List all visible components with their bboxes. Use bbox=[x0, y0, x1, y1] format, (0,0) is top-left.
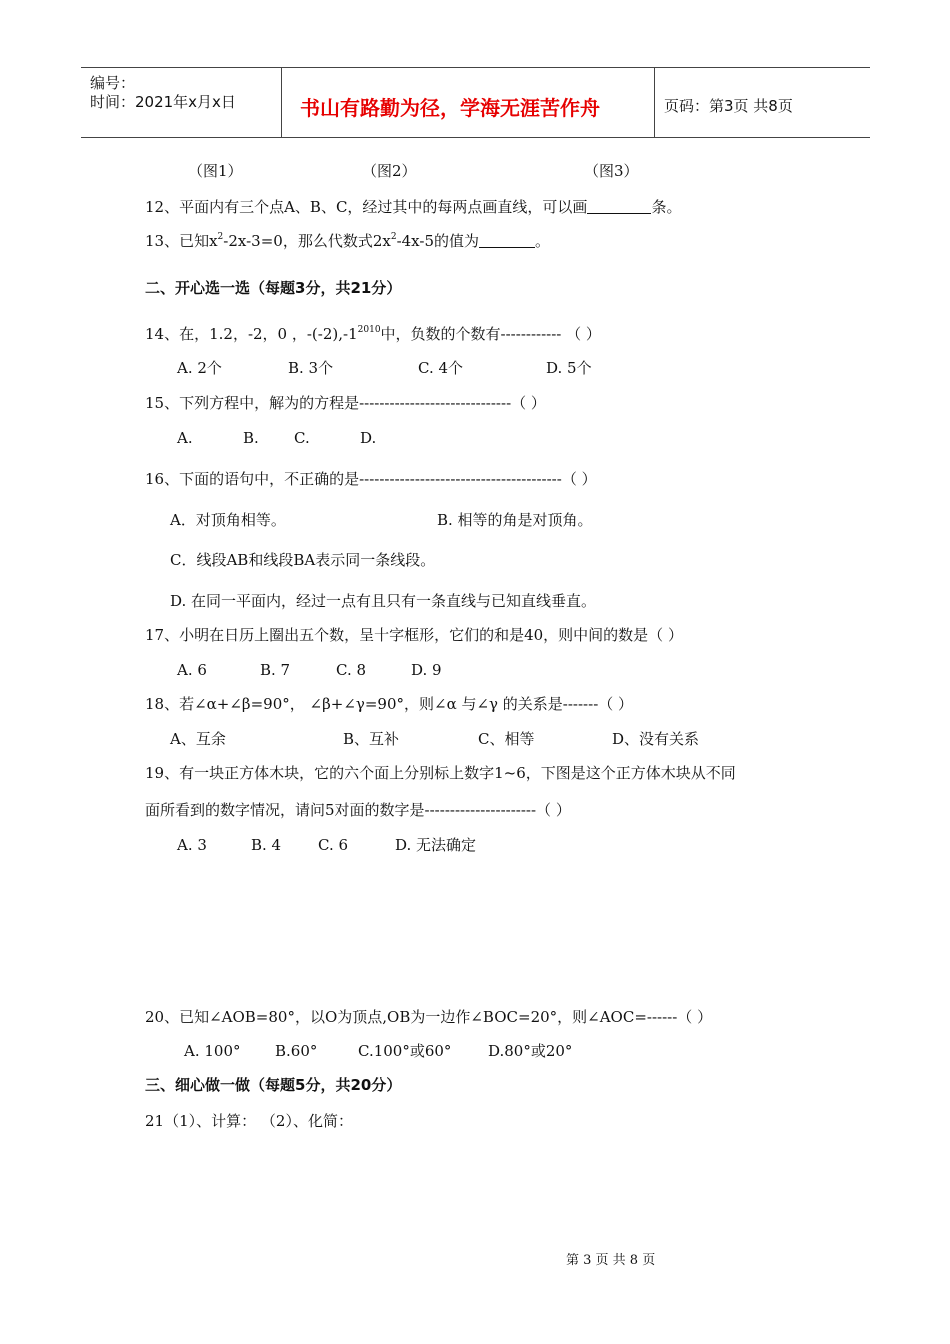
option-b: B. 4 bbox=[251, 836, 282, 854]
question-21: 21（1）、计算： （2）、化简： bbox=[145, 1112, 353, 1130]
question-18: 18、若∠α+∠β=90°， ∠β+∠γ=90°，则∠α 与∠γ 的关系是-------（ ） bbox=[145, 695, 634, 713]
question-12: 12、平面内有三个点A、B、C，经过其中的每两点画直线，可以画 条。 bbox=[145, 198, 682, 216]
option-d: D. 在同一平面内，经过一点有且只有一条直线与已知直线垂直。 bbox=[170, 592, 597, 610]
option-a: A、互余 bbox=[170, 730, 226, 748]
option-d: D.80°或20° bbox=[488, 1042, 573, 1060]
option-c: C. 6 bbox=[318, 836, 349, 854]
option-a: A．对顶角相等。 bbox=[170, 511, 286, 529]
option-d: D. 5个 bbox=[546, 359, 592, 377]
option-a: A. 100° bbox=[184, 1042, 241, 1060]
option-b: B. 相等的角是对顶角。 bbox=[437, 511, 593, 529]
option-d: D、没有关系 bbox=[612, 730, 700, 748]
header-motto: 书山有路勤为径，学海无涯苦作舟 bbox=[300, 96, 600, 120]
option-c: C．线段AB和线段BA表示同一条线段。 bbox=[170, 551, 436, 569]
figure-label-3: （图3） bbox=[584, 162, 639, 180]
document-header bbox=[81, 67, 870, 138]
option-d: D. 无法确定 bbox=[395, 836, 477, 854]
option-a: A. 6 bbox=[177, 661, 207, 679]
option-b: B.60° bbox=[275, 1042, 318, 1060]
time-label: 时间：2021年x月x日 bbox=[90, 93, 236, 111]
question-13: 13、已知$x^2-2x-3=0$，那么代数式$2x^2-4x-5$的值为 。 bbox=[145, 232, 550, 250]
option-b: B. 3个 bbox=[288, 359, 334, 377]
option-b: B. 7 bbox=[260, 661, 291, 679]
option-b: B、互补 bbox=[343, 730, 400, 748]
section-3-title: 三、细心做一做（每题5分，共20分） bbox=[145, 1076, 402, 1094]
section-2-title: 二、开心选一选（每题3分，共21分） bbox=[145, 279, 402, 297]
page-footer: 第 3 页 共 8 页 bbox=[566, 1253, 656, 1268]
header-divider bbox=[281, 68, 282, 137]
answer-blank bbox=[479, 233, 535, 248]
option-c: C.100°或60° bbox=[358, 1042, 452, 1060]
question-20: 20、已知∠AOB=80°，以O为顶点,OB为一边作∠BOC=20°，则∠AOC=------（ ） bbox=[145, 1008, 713, 1026]
option-c: C. 4个 bbox=[418, 359, 464, 377]
header-divider bbox=[654, 68, 655, 137]
option-a: A. 3 bbox=[177, 836, 207, 854]
page-label: 页码：第3页 共8页 bbox=[664, 97, 793, 115]
option-a: A. bbox=[177, 429, 193, 447]
option-c: C. 8 bbox=[336, 661, 367, 679]
question-14: 14、在，1.2，-2，0 ，$-(-2),-1^{2010}$中，负数的个数有------------ （ ） bbox=[145, 325, 601, 343]
answer-blank bbox=[587, 199, 651, 214]
question-19-line-2: 面所看到的数字情况，请问5对面的数字是----------------------（ ） bbox=[145, 801, 571, 819]
option-d: D. 9 bbox=[411, 661, 442, 679]
question-15: 15、下列方程中，解为的方程是------------------------------（ ） bbox=[145, 394, 546, 412]
figure-label-2: （图2） bbox=[362, 162, 417, 180]
code-label: 编号： bbox=[90, 74, 136, 92]
question-19-line-1: 19、有一块正方体木块，它的六个面上分别标上数字1~6，下图是这个正方体木块从不同 bbox=[145, 764, 736, 782]
option-a: A. 2个 bbox=[177, 359, 222, 377]
option-c: C、相等 bbox=[478, 730, 535, 748]
figure-label-1: （图1） bbox=[188, 162, 243, 180]
question-16: 16、下面的语句中，不正确的是----------------------------------------（ ） bbox=[145, 470, 597, 488]
option-d: D. bbox=[360, 429, 377, 447]
option-c: C. bbox=[294, 429, 310, 447]
question-17: 17、小明在日历上圈出五个数，呈十字框形，它们的和是40，则中间的数是（ ） bbox=[145, 626, 683, 644]
option-b: B. bbox=[243, 429, 259, 447]
